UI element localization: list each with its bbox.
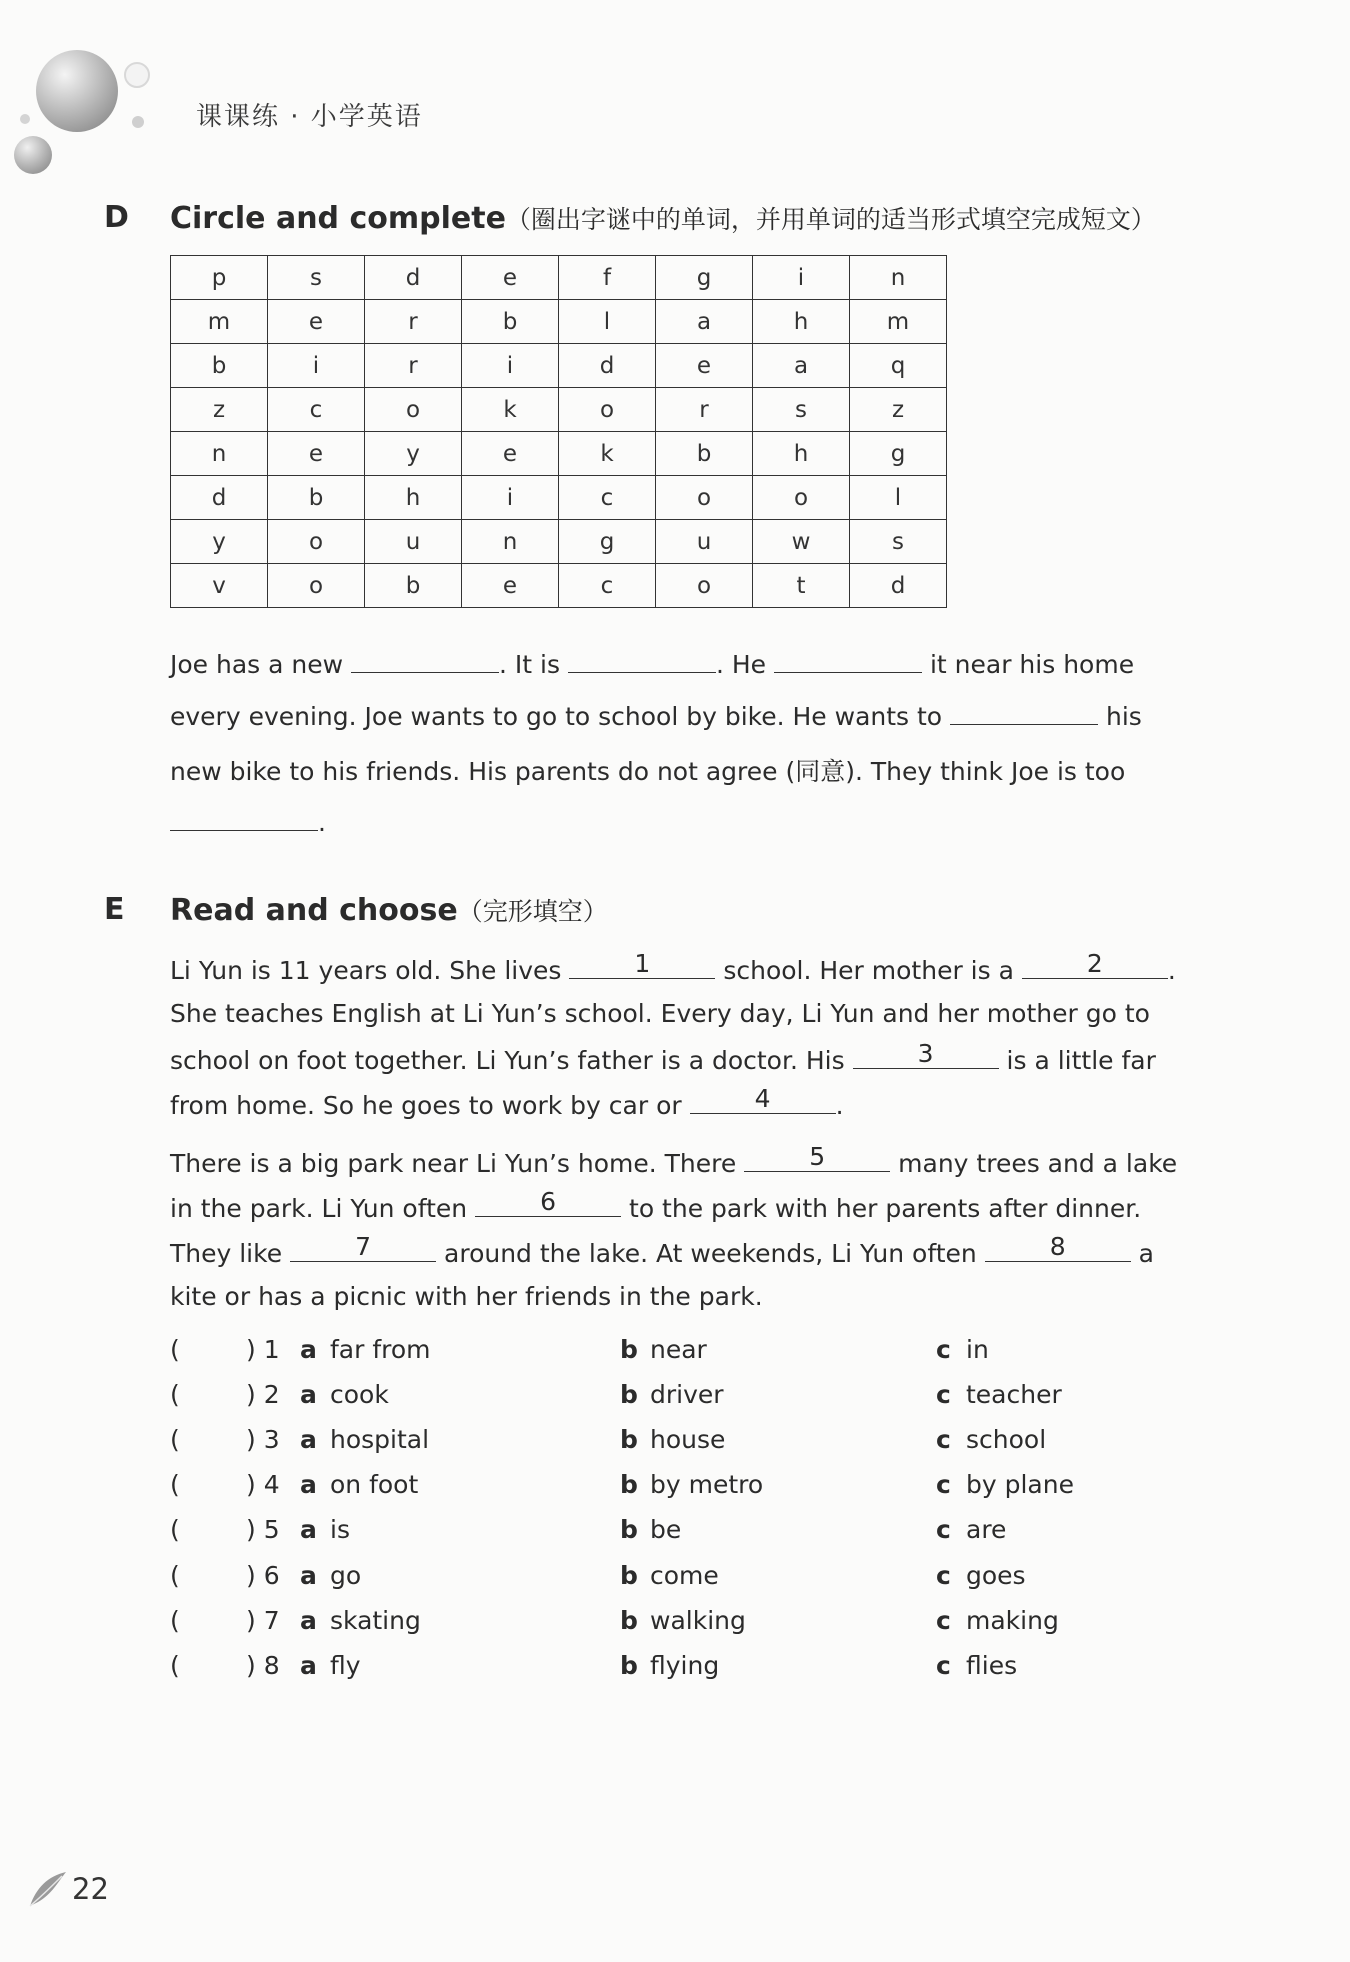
option-a[interactable]: a on foot [300, 1470, 419, 1499]
passage-e-line: There is a big park near Li Yun’s home. There 5 many trees and a lake [170, 1142, 1178, 1178]
answer-bracket[interactable]: ( [170, 1335, 180, 1364]
grid-cell[interactable]: e [268, 300, 365, 344]
grid-cell[interactable]: d [365, 256, 462, 300]
grid-cell[interactable]: e [462, 432, 559, 476]
grid-cell[interactable]: s [850, 520, 947, 564]
grid-cell[interactable]: d [559, 344, 656, 388]
grid-cell[interactable]: a [656, 300, 753, 344]
grid-cell[interactable]: n [171, 432, 268, 476]
grid-cell[interactable]: b [462, 300, 559, 344]
option-c[interactable]: c are [936, 1515, 1007, 1544]
word-search-grid [170, 255, 947, 608]
question-number: ) 5 [246, 1515, 280, 1544]
question-number: ) 8 [246, 1651, 280, 1680]
grid-cell[interactable]: o [656, 476, 753, 520]
grid-cell[interactable]: n [462, 520, 559, 564]
grid-cell[interactable]: q [850, 344, 947, 388]
grid-cell[interactable]: r [365, 300, 462, 344]
answer-blank[interactable] [774, 648, 922, 673]
grid-cell[interactable]: f [559, 256, 656, 300]
answer-blank[interactable] [170, 806, 318, 831]
grid-row [171, 564, 947, 608]
section-letter: E [104, 892, 125, 927]
grid-cell[interactable]: b [365, 564, 462, 608]
grid-cell[interactable]: r [656, 388, 753, 432]
grid-cell[interactable]: g [656, 256, 753, 300]
grid-cell[interactable]: b [268, 476, 365, 520]
grid-cell[interactable]: s [268, 256, 365, 300]
answer-bracket[interactable]: ( [170, 1606, 180, 1635]
grid-cell[interactable]: o [656, 564, 753, 608]
grid-cell[interactable]: z [171, 388, 268, 432]
cloze-blank-7[interactable]: 7 [290, 1237, 436, 1262]
grid-cell[interactable]: a [753, 344, 850, 388]
bubble-decoration [14, 44, 164, 174]
option-b[interactable]: b come [620, 1561, 719, 1590]
grid-cell[interactable]: v [171, 564, 268, 608]
grid-cell[interactable]: h [753, 300, 850, 344]
grid-cell[interactable]: s [753, 388, 850, 432]
option-b[interactable]: b near [620, 1335, 707, 1364]
grid-cell[interactable]: d [171, 476, 268, 520]
option-b[interactable]: b flying [620, 1651, 720, 1680]
grid-cell[interactable]: c [559, 564, 656, 608]
cloze-blank-1[interactable]: 1 [569, 954, 715, 979]
passage-e-line: Li Yun is 11 years old. She lives 1 school. Her mother is a 2 . [170, 949, 1176, 985]
passage-d-line-3: new bike to his friends. His parents do not agree (同意). They think Joe is too [170, 757, 1126, 786]
grid-row [171, 432, 947, 476]
question-number: ) 7 [246, 1606, 280, 1635]
option-a[interactable]: a is [300, 1515, 350, 1544]
passage-e-line: from home. So he goes to work by car or 4 . [170, 1084, 844, 1120]
grid-row [171, 520, 947, 564]
option-c[interactable]: c school [936, 1425, 1047, 1454]
section-subtitle: （圈出字谜中的单词，并用单词的适当形式填空完成短文） [505, 205, 1156, 234]
answer-bracket[interactable]: ( [170, 1651, 180, 1680]
question-number: ) 6 [246, 1561, 280, 1590]
grid-cell[interactable]: u [365, 520, 462, 564]
grid-cell[interactable]: h [753, 432, 850, 476]
grid-cell[interactable]: o [365, 388, 462, 432]
passage-e-line: They like 7 around the lake. At weekends, Li Yun often 8 a [170, 1232, 1154, 1268]
passage-d-line-1: Joe has a new . It is . He it near his home [170, 650, 1135, 679]
option-a[interactable]: a cook [300, 1380, 389, 1409]
section-letter: D [104, 200, 129, 235]
grid-cell[interactable]: h [365, 476, 462, 520]
grid-cell[interactable]: b [171, 344, 268, 388]
grid-cell[interactable]: o [268, 520, 365, 564]
option-b[interactable]: b driver [620, 1380, 724, 1409]
grid-cell[interactable]: d [850, 564, 947, 608]
grid-cell[interactable]: o [559, 388, 656, 432]
option-a[interactable]: a hospital [300, 1425, 430, 1454]
grid-cell[interactable]: y [171, 520, 268, 564]
grid-cell[interactable]: g [559, 520, 656, 564]
answer-bracket[interactable]: ( [170, 1425, 180, 1454]
question-number: ) 2 [246, 1380, 280, 1409]
grid-cell[interactable]: r [365, 344, 462, 388]
option-b[interactable]: b house [620, 1425, 726, 1454]
grid-cell[interactable]: i [753, 256, 850, 300]
answer-bracket[interactable]: ( [170, 1380, 180, 1409]
option-a[interactable]: a far from [300, 1335, 431, 1364]
answer-bracket[interactable]: ( [170, 1470, 180, 1499]
grid-cell[interactable]: e [462, 256, 559, 300]
grid-cell[interactable]: k [559, 432, 656, 476]
grid-cell[interactable]: l [850, 476, 947, 520]
grid-cell[interactable]: u [656, 520, 753, 564]
answer-bracket[interactable]: ( [170, 1515, 180, 1544]
option-c[interactable]: c making [936, 1606, 1059, 1635]
option-c[interactable]: c by plane [936, 1470, 1074, 1499]
grid-cell[interactable]: w [753, 520, 850, 564]
grid-cell[interactable]: p [171, 256, 268, 300]
option-b[interactable]: b be [620, 1515, 682, 1544]
grid-cell[interactable]: y [365, 432, 462, 476]
option-a[interactable]: a skating [300, 1606, 421, 1635]
book-title: 课课练 · 小学英语 [196, 102, 423, 132]
grid-row [171, 344, 947, 388]
grid-cell[interactable]: e [462, 564, 559, 608]
section-subtitle: （完形填空） [457, 897, 608, 926]
grid-cell[interactable]: o [268, 564, 365, 608]
option-b[interactable]: b by metro [620, 1470, 764, 1499]
cloze-blank-5[interactable]: 5 [744, 1147, 890, 1172]
grid-cell[interactable]: i [268, 344, 365, 388]
answer-blank[interactable] [568, 648, 716, 673]
cloze-blank-4[interactable]: 4 [690, 1089, 836, 1114]
grid-cell[interactable]: m [850, 300, 947, 344]
option-c[interactable]: c teacher [936, 1380, 1062, 1409]
grid-row [171, 388, 947, 432]
grid-cell[interactable]: c [559, 476, 656, 520]
cloze-blank-6[interactable]: 6 [475, 1192, 621, 1217]
grid-cell[interactable]: z [850, 388, 947, 432]
option-c[interactable]: c flies [936, 1651, 1018, 1680]
option-b[interactable]: b walking [620, 1606, 746, 1635]
answer-bracket[interactable]: ( [170, 1561, 180, 1590]
option-a[interactable]: a fly [300, 1651, 361, 1680]
cloze-blank-2[interactable]: 2 [1022, 954, 1168, 979]
passage-e-line: kite or has a picnic with her friends in the park. [170, 1282, 763, 1311]
question-number: ) 3 [246, 1425, 280, 1454]
passage-d-line-2: every evening. Joe wants to go to school by bike. He wants to his [170, 702, 1142, 731]
question-number: ) 1 [246, 1335, 280, 1364]
section-title: Read and choose（完形填空） [170, 893, 608, 928]
option-c[interactable]: c goes [936, 1561, 1026, 1590]
option-c[interactable]: c in [936, 1335, 989, 1364]
option-a[interactable]: a go [300, 1561, 362, 1590]
passage-e-line: school on foot together. Li Yun’s father is a doctor. His 3 is a little far [170, 1039, 1156, 1075]
grid-cell[interactable]: c [268, 388, 365, 432]
grid-cell[interactable]: g [850, 432, 947, 476]
grid-cell[interactable]: b [656, 432, 753, 476]
grid-cell[interactable]: k [462, 388, 559, 432]
grid-cell[interactable]: n [850, 256, 947, 300]
grid-row [171, 256, 947, 300]
grid-cell[interactable]: e [656, 344, 753, 388]
passage-e-line: in the park. Li Yun often 6 to the park with her parents after dinner. [170, 1187, 1142, 1223]
page-number: 22 [72, 1872, 109, 1906]
grid-cell[interactable]: e [268, 432, 365, 476]
grid-cell[interactable]: l [559, 300, 656, 344]
leaf-icon [28, 1868, 68, 1908]
question-number: ) 4 [246, 1470, 280, 1499]
grid-cell[interactable]: i [462, 476, 559, 520]
grid-cell[interactable]: t [753, 564, 850, 608]
cloze-blank-8[interactable]: 8 [985, 1237, 1131, 1262]
grid-cell[interactable]: m [171, 300, 268, 344]
answer-blank[interactable] [351, 648, 499, 673]
answer-blank[interactable] [950, 700, 1098, 725]
passage-d-line-4: . [170, 806, 326, 837]
grid-row [171, 476, 947, 520]
grid-cell[interactable]: o [753, 476, 850, 520]
section-title: Circle and complete（圈出字谜中的单词，并用单词的适当形式填空完成短文） [170, 201, 1156, 236]
passage-e-line: She teaches English at Li Yun’s school. Every day, Li Yun and her mother go to [170, 999, 1150, 1028]
cloze-blank-3[interactable]: 3 [853, 1044, 999, 1069]
grid-cell[interactable]: i [462, 344, 559, 388]
grid-row [171, 300, 947, 344]
